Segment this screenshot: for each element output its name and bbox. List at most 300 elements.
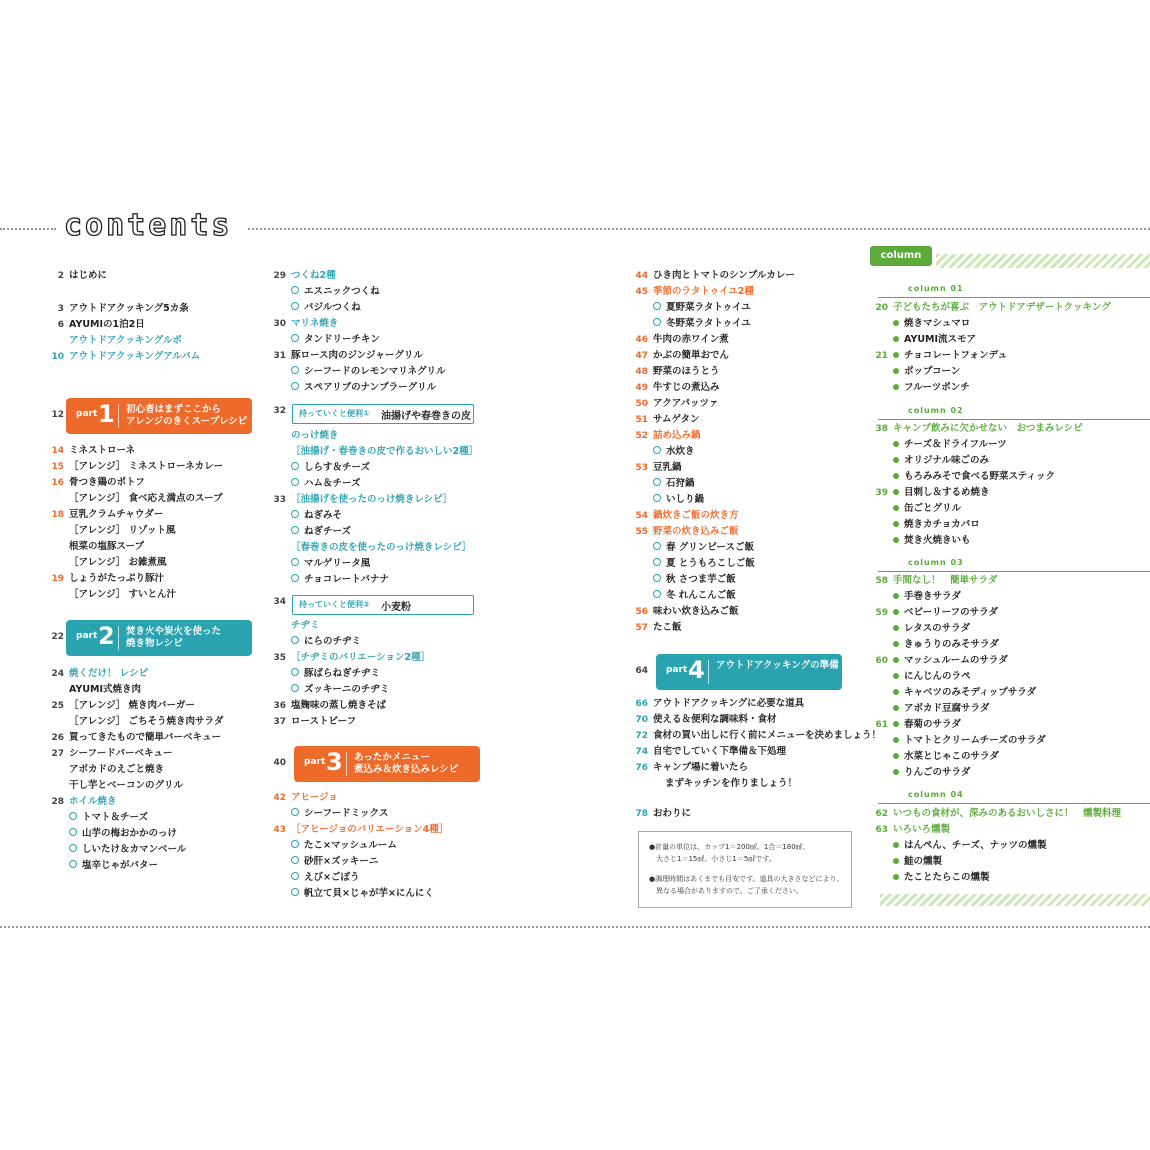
toc-entry <box>632 588 862 604</box>
entry-title <box>893 469 1055 485</box>
entry-title: キャンプ飲みに欠かせない おつまみレシピ <box>893 423 1083 434</box>
entry-text: 豚ばらねぎチヂミ <box>304 668 381 679</box>
entry-title: AYUMIの1泊2日 <box>69 319 145 330</box>
green-dot-icon <box>893 769 899 775</box>
entry-title: アヒージョ <box>291 792 338 803</box>
entry-title: 食材の買い出しに行く前にメニューを決めましょう！ <box>653 730 882 741</box>
column-header <box>878 282 1150 297</box>
toc-entry <box>48 268 278 284</box>
page-number: 27 <box>51 749 64 759</box>
entry-title: 牛すじの煮込み <box>653 382 720 393</box>
page-number: 28 <box>51 797 64 807</box>
entry-title <box>291 572 389 588</box>
part-title: アウトドアクッキングの準備 <box>716 660 839 671</box>
toc-entry <box>270 682 500 698</box>
toc-entry <box>872 653 1102 669</box>
entry-title: 野菜の炊き込みご飯 <box>653 526 739 537</box>
page-number: 62 <box>875 809 888 819</box>
page-number: 56 <box>635 607 648 617</box>
entry-text: シーフードミックス <box>304 808 389 819</box>
entry-title: 豆乳クラムチャウダー <box>69 509 164 520</box>
entry-title: ［アレンジ］ ごちそう焼き肉サラダ <box>69 716 224 727</box>
entry-text: レタスのサラダ <box>904 623 971 634</box>
entry-title: ホイル焼き <box>69 796 117 807</box>
toc-entry <box>632 268 862 284</box>
toc-entry <box>270 572 500 588</box>
part-label: part <box>304 757 326 767</box>
page-number: 60 <box>875 656 888 666</box>
toc-entry <box>270 854 500 870</box>
toc-entry <box>632 364 862 380</box>
toc-entry <box>632 572 862 588</box>
entry-title <box>893 517 980 533</box>
entry-text: 缶ごとグリル <box>904 503 962 514</box>
circle-bullet-icon <box>653 478 661 486</box>
entry-title: ［アヒージョのバリエーション4種］ <box>291 824 449 835</box>
toc-entry <box>872 485 1102 501</box>
toc-entry <box>270 284 500 300</box>
entry-title: アボカドのえごと焼き <box>69 764 165 775</box>
toc-entry <box>270 300 500 316</box>
entry-title <box>893 348 1007 364</box>
entry-title: いつもの食材が、深みのあるおいしさに！ 燻製料理 <box>893 808 1122 819</box>
circle-bullet-icon <box>653 318 661 326</box>
circle-bullet-icon <box>653 558 661 566</box>
entry-title <box>893 765 970 781</box>
page-number: 22 <box>51 632 64 642</box>
circle-bullet-icon <box>291 684 299 692</box>
entry-title: キャンプ場に着いたら <box>653 762 749 773</box>
toc-entry <box>48 333 278 349</box>
entry-title: ［アレンジ］ すいとん汁 <box>69 589 177 600</box>
entry-title <box>291 300 361 316</box>
toc-entry <box>270 316 500 332</box>
entry-text: りんごのサラダ <box>904 767 971 778</box>
divider <box>118 626 119 650</box>
toc-entry <box>270 556 500 572</box>
entry-title <box>69 826 177 842</box>
toc-entry <box>872 469 1102 485</box>
page-number: 33 <box>273 495 286 505</box>
circle-bullet-icon <box>69 828 77 836</box>
column-header <box>878 404 1150 419</box>
page-number: 59 <box>875 608 888 618</box>
page-title: contents <box>64 208 233 243</box>
toc-entry <box>632 460 862 476</box>
toc-entry <box>872 870 1102 886</box>
entry-title: 焼くだけ！ レシピ <box>69 668 149 679</box>
entry-title <box>893 749 999 765</box>
entry-text: トマト＆チーズ <box>82 812 149 823</box>
green-dot-icon <box>893 368 899 374</box>
page-number: 12 <box>51 410 64 420</box>
entry-title: ローストビーフ <box>291 716 357 727</box>
green-dot-icon <box>893 874 899 880</box>
page-number: 21 <box>875 351 888 361</box>
entry-title: 豆乳鍋 <box>653 462 682 473</box>
green-dot-icon <box>893 521 899 527</box>
toc-entry <box>48 301 278 317</box>
page-number: 32 <box>273 406 286 416</box>
green-dot-icon <box>893 336 899 342</box>
page-number: 15 <box>51 462 64 472</box>
circle-bullet-icon <box>291 382 299 390</box>
toc-entry <box>872 669 1102 685</box>
toc-entry <box>872 838 1102 854</box>
tip-tag: 持っていくと便利② <box>299 600 370 609</box>
entry-title <box>69 810 148 826</box>
entry-text: チョコレートバナナ <box>304 574 390 585</box>
toc-entry <box>632 540 862 556</box>
circle-bullet-icon <box>291 840 299 848</box>
part-number: 2 <box>98 622 115 650</box>
entry-title: アクアパッツァ <box>653 398 719 409</box>
entry-title: しょうがたっぷり豚汁 <box>69 573 165 584</box>
green-dot-icon <box>893 457 899 463</box>
entry-text: 石狩鍋 <box>666 478 695 489</box>
entry-text: にらのチヂミ <box>304 636 362 647</box>
green-dot-icon <box>893 489 899 495</box>
toc-entry <box>872 685 1102 701</box>
column-rule <box>878 571 1150 572</box>
green-dot-icon <box>893 641 899 647</box>
toc-entry <box>48 523 278 539</box>
page-number: 74 <box>635 747 648 757</box>
circle-bullet-icon <box>653 590 661 598</box>
toc-entry <box>270 618 500 634</box>
entry-text: マッシュルームのサラダ <box>904 655 1008 666</box>
entry-title <box>653 540 754 556</box>
page-number: 25 <box>51 701 64 711</box>
toc-entry <box>48 682 278 698</box>
part-title: 焚き火や炭火を使った 焼き物レシピ <box>126 626 222 649</box>
entry-text: 焼きカチョカバロ <box>904 519 980 530</box>
page-number: 53 <box>635 463 648 473</box>
toc-entry <box>270 870 500 886</box>
toc-entry <box>872 316 1102 332</box>
page-number: 64 <box>635 666 648 676</box>
green-dot-icon <box>893 705 899 711</box>
entry-text: アボカド豆腐サラダ <box>904 703 990 714</box>
entry-title <box>291 364 446 380</box>
green-dot-icon <box>893 721 899 727</box>
entry-text: 冬野菜ラタトゥイユ <box>666 318 751 329</box>
entry-text: マルゲリータ風 <box>304 558 371 569</box>
entry-title: 自宅でしていく下準備＆下処理 <box>653 746 787 757</box>
page-number: 16 <box>51 478 64 488</box>
part-label: part <box>76 631 98 641</box>
entry-title <box>291 332 380 348</box>
toc-entry <box>270 508 500 524</box>
page-number: 76 <box>635 763 648 773</box>
circle-bullet-icon <box>69 812 77 820</box>
entry-title: チヂミ <box>291 620 320 631</box>
page-number: 20 <box>875 303 888 313</box>
toc-entry <box>48 571 278 587</box>
entry-text: しいたけ＆カマンベール <box>82 844 187 855</box>
part-number: 3 <box>326 748 343 776</box>
entry-text: えび×ごぼう <box>304 872 360 883</box>
entry-text: チョコレートフォンデュ <box>904 350 1008 361</box>
column-header-text: column 02 <box>908 406 964 415</box>
toc-entry <box>632 316 862 332</box>
entry-text: ねぎチーズ <box>304 526 352 537</box>
entry-text: トマトとクリームチーズのサラダ <box>904 735 1046 746</box>
page-number: 70 <box>635 715 648 725</box>
toc-entry <box>872 380 1102 396</box>
part-title: 初心者はまずここから アレンジのきくスープレシピ <box>126 404 248 427</box>
entry-title: ［アレンジ］ お雑煮風 <box>69 557 167 568</box>
circle-bullet-icon <box>653 446 661 454</box>
green-dot-icon <box>893 320 899 326</box>
entry-text: にんじんのラペ <box>904 671 971 682</box>
entry-title <box>291 838 397 854</box>
entry-text: 春 グリンピースご飯 <box>666 542 754 553</box>
entry-title <box>893 701 989 717</box>
green-dot-icon <box>893 842 899 848</box>
page-number: 19 <box>51 574 64 584</box>
entry-title <box>893 316 970 332</box>
toc-entry <box>872 501 1102 517</box>
page-number: 31 <box>273 351 286 361</box>
entry-text: ねぎみそ <box>304 510 343 521</box>
toc-entry <box>632 380 862 396</box>
tip-title: 小麦粉 <box>381 602 411 613</box>
entry-title: アウトドアクッキングルポ <box>69 335 182 346</box>
entry-text: 水炊き <box>666 446 695 457</box>
page-number: 10 <box>51 352 64 362</box>
toc-entry <box>872 765 1102 781</box>
tip-label-box <box>292 595 474 615</box>
entry-title: ［春巻きの皮を使ったのっけ焼きレシピ］ <box>291 542 472 553</box>
column-header <box>878 788 1150 803</box>
toc-entry <box>270 634 500 650</box>
entry-title <box>893 733 1046 749</box>
tip-label-box <box>292 404 474 424</box>
note-line: ●計量の単位は、カップ1＝200㎖、1合＝180㎖、 <box>649 843 810 851</box>
entry-title: ［アレンジ］ 食べ応え満点のスープ <box>69 493 223 504</box>
part-banner <box>66 620 252 656</box>
entry-text: 砂肝×ズッキーニ <box>304 856 379 867</box>
entry-title: アウトドアクッキング5カ条 <box>69 303 189 314</box>
toc-entry <box>632 444 862 460</box>
page-number: 36 <box>273 701 286 711</box>
entry-text: 水菜とじゃこのサラダ <box>904 751 999 762</box>
circle-bullet-icon <box>291 668 299 676</box>
column-header-text: column 04 <box>908 790 964 799</box>
entry-title <box>893 380 970 396</box>
page-number: 61 <box>875 720 888 730</box>
circle-bullet-icon <box>291 334 299 342</box>
circle-bullet-icon <box>653 574 661 582</box>
toc-entry <box>48 317 278 333</box>
toc-entry <box>270 540 500 556</box>
circle-bullet-icon <box>291 888 299 896</box>
entry-text: タンドリーチキン <box>304 334 380 345</box>
green-dot-icon <box>893 441 899 447</box>
toc-entry <box>872 517 1102 533</box>
part-label: part <box>76 409 98 419</box>
entry-text: 春菊のサラダ <box>904 719 961 730</box>
toc-entry <box>632 728 882 744</box>
entry-text: 山芋の梅おかかのっけ <box>82 828 177 839</box>
green-dot-icon <box>893 352 899 358</box>
entry-title: 塩麹味の蒸し焼きそば <box>291 700 387 711</box>
entry-title: 干し芋とベーコンのグリル <box>69 780 184 791</box>
entry-title <box>893 717 961 733</box>
entry-title: 詰め込み鍋 <box>653 430 701 441</box>
toc-entry <box>48 762 278 778</box>
page-number: 52 <box>635 431 648 441</box>
toc-entry <box>872 364 1102 380</box>
green-dot-icon <box>893 753 899 759</box>
part-number: 1 <box>98 400 115 428</box>
toc-entry <box>632 806 862 822</box>
page-number: 14 <box>51 446 64 456</box>
page-number: 47 <box>635 351 648 361</box>
toc-entry <box>872 348 1102 364</box>
toc-entry <box>48 587 278 603</box>
page-number: 34 <box>273 597 286 607</box>
column-hatch-bottom <box>880 894 1150 906</box>
toc-entry <box>48 714 278 730</box>
divider <box>346 752 347 776</box>
toc-entry <box>632 300 862 316</box>
circle-bullet-icon <box>291 462 299 470</box>
green-dot-icon <box>893 505 899 511</box>
tip-title: 油揚げや春巻きの皮 <box>381 411 471 422</box>
page-number: 30 <box>273 319 286 329</box>
page-number: 58 <box>875 576 888 586</box>
page-number: 37 <box>273 717 286 727</box>
entry-title <box>893 485 990 501</box>
circle-bullet-icon <box>653 302 661 310</box>
part-number: 4 <box>688 656 705 684</box>
entry-title <box>653 556 755 572</box>
entry-title <box>291 682 389 698</box>
toc-entry <box>48 698 278 714</box>
entry-title <box>893 621 970 637</box>
part-banner <box>66 398 252 434</box>
entry-text: 帆立て貝×じゃが芋×にんにく <box>304 888 434 899</box>
toc-entry <box>48 858 278 874</box>
toc-entry <box>270 476 500 492</box>
toc-entry <box>270 822 500 838</box>
entry-title <box>893 838 1047 854</box>
page-number: 3 <box>57 304 64 314</box>
green-dot-icon <box>893 689 899 695</box>
toc-entry <box>872 733 1102 749</box>
page-number: 44 <box>635 271 648 281</box>
toc-entry <box>270 460 500 476</box>
part-banner <box>656 654 842 690</box>
entry-text: 夏野菜ラタトゥイユ <box>666 302 751 313</box>
entry-text: ベビーリーフのサラダ <box>904 607 999 618</box>
entry-title <box>653 444 695 460</box>
entry-title <box>291 284 380 300</box>
toc-entry <box>872 701 1102 717</box>
entry-text: しらす＆チーズ <box>304 462 371 473</box>
circle-bullet-icon <box>291 478 299 486</box>
page-number: 57 <box>635 623 648 633</box>
toc-entry <box>270 714 500 730</box>
circle-bullet-icon <box>291 808 299 816</box>
entry-text: もろみみそで食べる野菜スティック <box>904 471 1056 482</box>
entry-title <box>653 588 736 604</box>
entry-title <box>893 364 960 380</box>
toc-entry <box>872 637 1102 653</box>
circle-bullet-icon <box>69 860 77 868</box>
toc-entry <box>270 524 500 540</box>
entry-title: ［アレンジ］ ミネストローネカレー <box>69 461 224 472</box>
entry-title: はじめに <box>69 270 108 281</box>
entry-title <box>291 666 380 682</box>
toc-entry <box>48 666 278 682</box>
toc-entry <box>872 421 1150 437</box>
toc-entry <box>872 717 1102 733</box>
page-number: 18 <box>51 510 64 520</box>
column-header-text: column 03 <box>908 558 964 567</box>
entry-title: 骨つき鶏のポトフ <box>69 477 145 488</box>
toc-entry <box>872 854 1102 870</box>
top-rule-right <box>248 228 1150 230</box>
page-number: 2 <box>57 271 64 281</box>
toc-entry <box>632 284 862 300</box>
toc-entry <box>270 838 500 854</box>
entry-text: 冬 れんこんご飯 <box>666 590 736 601</box>
entry-title: 鍋炊きご飯の炊き方 <box>653 510 739 521</box>
entry-title: ［アレンジ］ リゾット風 <box>69 525 176 536</box>
column-header <box>878 556 1150 571</box>
entry-text: 目刺し＆するめ焼き <box>904 487 990 498</box>
toc-entry <box>270 268 500 284</box>
entry-text: ズッキーニのチヂミ <box>304 684 390 695</box>
entry-text: たこ×マッシュルーム <box>304 840 397 851</box>
toc-entry <box>872 589 1102 605</box>
toc-entry <box>632 396 862 412</box>
toc-entry <box>48 746 278 762</box>
entry-title <box>893 332 976 348</box>
entry-text: たことたらこの燻製 <box>904 872 990 883</box>
entry-title <box>291 508 342 524</box>
entry-title: サムゲタン <box>653 414 700 425</box>
toc-entry <box>270 492 500 508</box>
toc-entry <box>48 507 278 523</box>
toc-entry <box>48 778 278 794</box>
page-number: 42 <box>273 793 286 803</box>
entry-title <box>893 669 971 685</box>
toc-entry <box>48 475 278 491</box>
entry-title: アウトドアクッキングアルバム <box>69 351 201 362</box>
page-number: 49 <box>635 383 648 393</box>
page-number: 40 <box>273 758 286 768</box>
toc-entry <box>872 300 1150 316</box>
top-rule-left <box>0 228 56 230</box>
entry-title: 牛肉の赤ワイン煮 <box>653 334 729 345</box>
green-dot-icon <box>893 473 899 479</box>
divider <box>708 660 709 684</box>
green-dot-icon <box>893 384 899 390</box>
entry-title <box>893 685 1036 701</box>
toc-entry <box>270 650 500 666</box>
circle-bullet-icon <box>291 574 299 582</box>
note-line: 異なる場合がありますので、ご了承ください。 <box>649 887 803 895</box>
page-number: 29 <box>273 271 286 281</box>
toc-entry <box>632 696 862 712</box>
entry-text: キャベツのみそディップサラダ <box>904 687 1037 698</box>
entry-title <box>893 501 961 517</box>
toc-entry <box>270 428 500 444</box>
